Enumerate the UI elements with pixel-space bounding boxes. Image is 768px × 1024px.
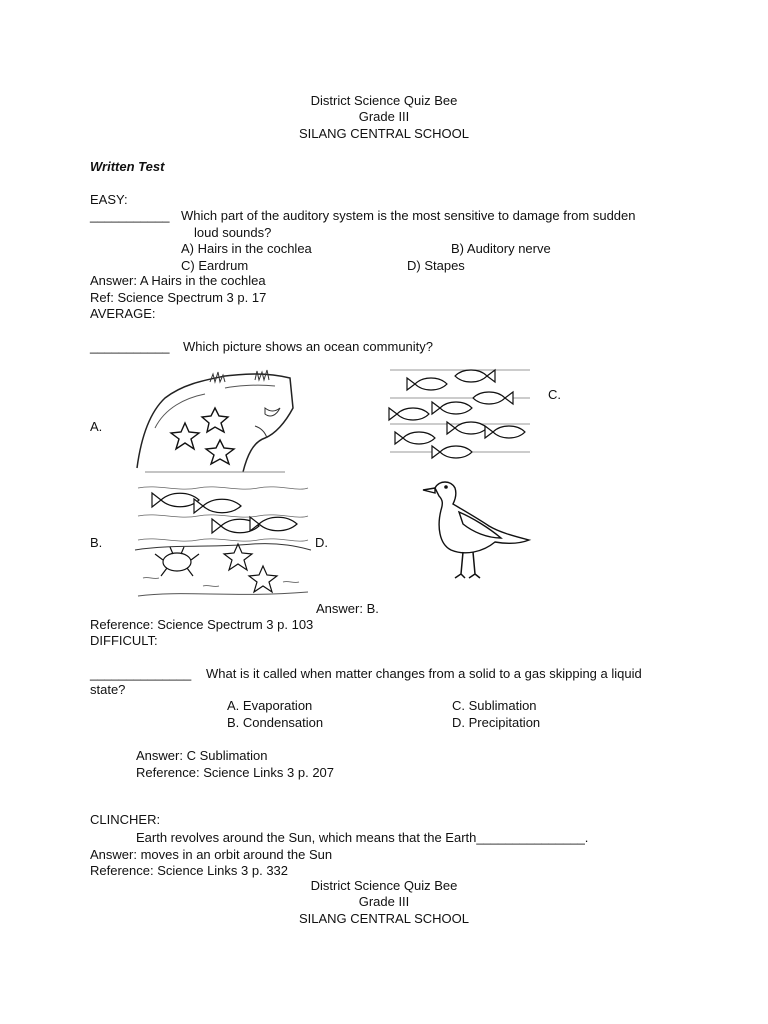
easy-question-cont: loud sounds? [194,225,272,240]
footer-school: SILANG CENTRAL SCHOOL [298,911,469,926]
header-school: SILANG CENTRAL SCHOOL [298,126,469,141]
picture-label-c: C. [548,387,561,402]
easy-option-b: B) Auditory nerve [451,241,551,256]
average-answer: Answer: B. [316,601,379,616]
difficult-reference: Reference: Science Links 3 p. 207 [136,765,335,780]
difficult-option-a: A. Evaporation [227,698,313,713]
easy-option-a: A) Hairs in the cochlea [181,241,312,256]
easy-label: EASY: [90,192,128,207]
picture-label-b: B. [90,535,103,550]
seagull-picture [415,472,535,584]
difficult-option-b: B. Condensation [227,715,324,730]
shore-starfish-picture [135,368,295,476]
average-question: Which picture shows an ocean community? [183,339,434,354]
footer-title: District Science Quiz Bee [310,878,458,893]
footer-grade: Grade III [358,894,410,909]
clincher-label: CLINCHER: [90,812,161,827]
picture-label-a: A. [90,419,103,434]
clincher-question: Earth revolves around the Sun, which means that the Earth_______________. [136,830,589,845]
clincher-answer: Answer: moves in an orbit around the Sun [90,847,333,862]
average-label: AVERAGE: [90,306,156,321]
easy-ref: Ref: Science Spectrum 3 p. 17 [90,290,267,305]
easy-option-c: C) Eardrum [181,258,249,273]
header-grade: Grade III [358,109,410,124]
picture-label-d: D. [315,535,328,550]
easy-option-d: D) Stapes [407,258,465,273]
easy-answer: Answer: A Hairs in the cochlea [90,273,266,288]
school-of-fish-picture [385,362,535,466]
difficult-answer: Answer: C Sublimation [136,748,268,763]
difficult-question-cont: state? [90,682,126,697]
average-reference: Reference: Science Spectrum 3 p. 103 [90,617,314,632]
clincher-reference: Reference: Science Links 3 p. 332 [90,863,289,878]
difficult-blank: ______________ [90,666,192,681]
difficult-option-c: C. Sublimation [452,698,537,713]
difficult-option-d: D. Precipitation [452,715,541,730]
ocean-community-picture [133,478,313,600]
header-title: District Science Quiz Bee [310,93,458,108]
average-blank: ___________ [90,339,170,354]
section-title: Written Test [90,159,165,174]
easy-question: Which part of the auditory system is the most sensitive to damage from sudden [181,208,636,223]
difficult-label: DIFFICULT: [90,633,158,648]
difficult-question: What is it called when matter changes from a solid to a gas skipping a liquid [206,666,642,681]
easy-blank: ___________ [90,208,170,223]
